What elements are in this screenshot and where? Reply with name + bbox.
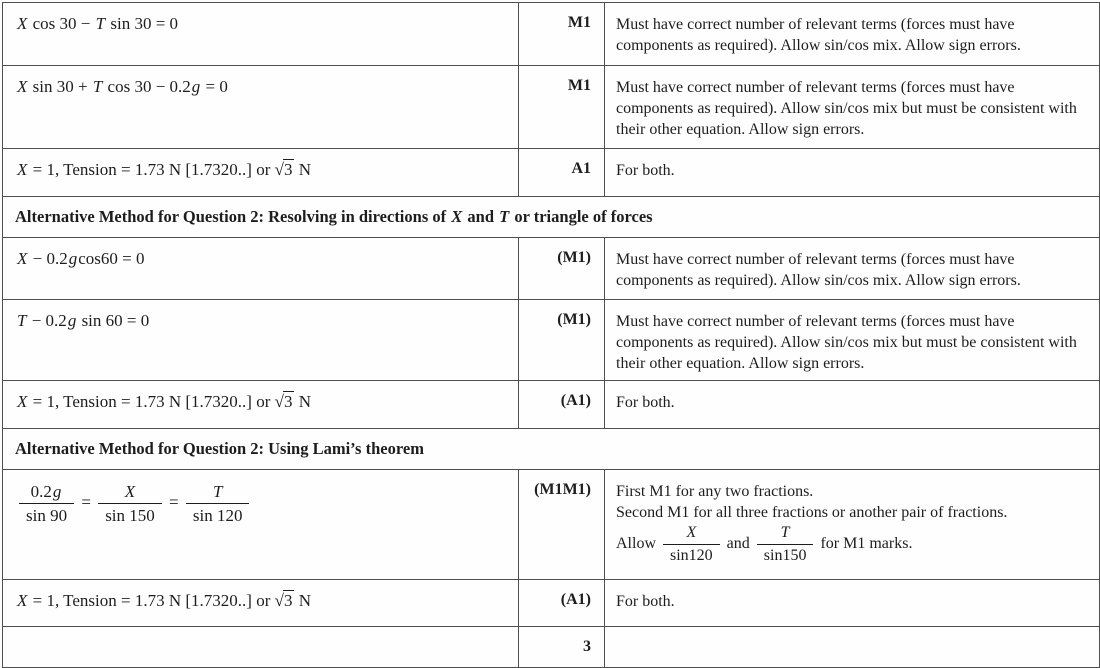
math-variable: X	[17, 591, 28, 610]
math-variable: X	[686, 524, 697, 541]
comment-cell: First M1 for any two fractions. Second M1 for all three fractions or another pair of fractions. Allow $\frac{X}{\sin 120}$ and $\frac{T}{\sin 150}$ for M1 marks.	[616, 483, 1008, 564]
working-cell: T − 0.2g sin 60 = 0	[3, 300, 519, 380]
comment-cell: Must have correct number of relevant terms (forces must have components as required). Allow sin/cos mix but must be consistent with their other equation. Allow sign errors.	[616, 79, 1077, 138]
math-variable: X	[124, 482, 136, 501]
working-cell: X cos 30 − T sin 30 = 0	[3, 3, 519, 65]
mark-cell: (A1)	[519, 580, 605, 626]
working-cell: X = 1, Tension = 1.73 N [1.7320..] or √3 N	[3, 381, 519, 428]
section-header: Alternative Method for Question 2: Resolving in directions of X and T or triangle of forces	[15, 207, 653, 226]
comment-cell: Must have correct number of relevant terms (forces must have components as required). Allow sin/cos mix but must be consistent with their other equation. Allow sign errors.	[616, 313, 1077, 372]
section-header-row	[3, 429, 1099, 470]
comment-cell	[605, 627, 1099, 667]
table-row	[3, 238, 1099, 300]
working-cell: X sin 30 + T cos 30 − 0.2g = 0	[3, 66, 519, 148]
math-variable: X	[451, 207, 463, 226]
fraction: $\frac{X}{\sin 120}$	[663, 523, 720, 566]
table-row	[3, 580, 1099, 627]
square-root: √3	[274, 160, 293, 179]
mark-cell: M1	[519, 66, 605, 148]
math-variable: T	[212, 482, 223, 501]
fraction: $\frac{T}{\sin 120}$	[186, 481, 250, 527]
math-variable: X	[17, 392, 28, 411]
mark-cell: (A1)	[519, 381, 605, 428]
section-header-row	[3, 197, 1099, 238]
table-row	[3, 381, 1099, 429]
math-variable: g	[68, 249, 78, 268]
working-cell	[3, 627, 519, 667]
table-row	[3, 470, 1099, 580]
working-cell: $\frac{0.2g}{\sin 90}$ = $\frac{X}{\sin 150}$ = $\frac{T}{\sin 120}$	[3, 470, 519, 579]
working-cell: X = 1, Tension = 1.73 N [1.7320..] or √3 N	[3, 149, 519, 196]
mark-cell: (M1)	[519, 238, 605, 299]
total-marks-cell: 3	[519, 627, 605, 667]
mark-cell: (M1)	[519, 300, 605, 380]
square-root: √3	[274, 392, 293, 411]
fraction: $\frac{X}{\sin 150}$	[98, 481, 162, 527]
math-variable: g	[67, 311, 77, 330]
table-row	[3, 300, 1099, 381]
fraction: $\frac{T}{\sin 150}$	[757, 523, 814, 566]
square-root: √3	[274, 591, 293, 610]
working-cell: X = 1, Tension = 1.73 N [1.7320..] or √3 N	[3, 580, 519, 626]
comment-cell: For both.	[616, 593, 675, 610]
mark-scheme-table	[2, 2, 1100, 668]
comment-cell: For both.	[616, 162, 675, 179]
table-row	[3, 66, 1099, 149]
math-variable: g	[52, 482, 62, 501]
comment-cell: Must have correct number of relevant terms (forces must have components as required). Allow sin/cos mix. Allow sign errors.	[616, 251, 1021, 289]
math-variable: X	[17, 249, 28, 268]
math-variable: T	[780, 524, 790, 541]
math-variable: X	[17, 77, 28, 96]
mark-cell: (M1M1)	[519, 470, 605, 579]
mark-cell: M1	[519, 3, 605, 65]
math-variable: T	[95, 14, 106, 33]
working-cell: X − 0.2gcos60 = 0	[3, 238, 519, 299]
table-row	[3, 149, 1099, 197]
comment-cell: For both.	[616, 394, 675, 411]
table-row	[3, 3, 1099, 66]
comment-cell: Must have correct number of relevant terms (forces must have components as required). Allow sin/cos mix. Allow sign errors.	[616, 16, 1021, 54]
math-variable: X	[17, 14, 28, 33]
section-header: Alternative Method for Question 2: Using Lami’s theorem	[15, 439, 424, 458]
math-variable: T	[17, 311, 27, 330]
math-variable: X	[17, 160, 28, 179]
mark-cell: A1	[519, 149, 605, 196]
math-variable: g	[191, 77, 201, 96]
total-marks-row	[3, 627, 1099, 667]
fraction: $\frac{0.2g}{\sin 90}$	[19, 481, 74, 527]
math-variable: T	[499, 207, 510, 226]
math-variable: T	[92, 77, 103, 96]
